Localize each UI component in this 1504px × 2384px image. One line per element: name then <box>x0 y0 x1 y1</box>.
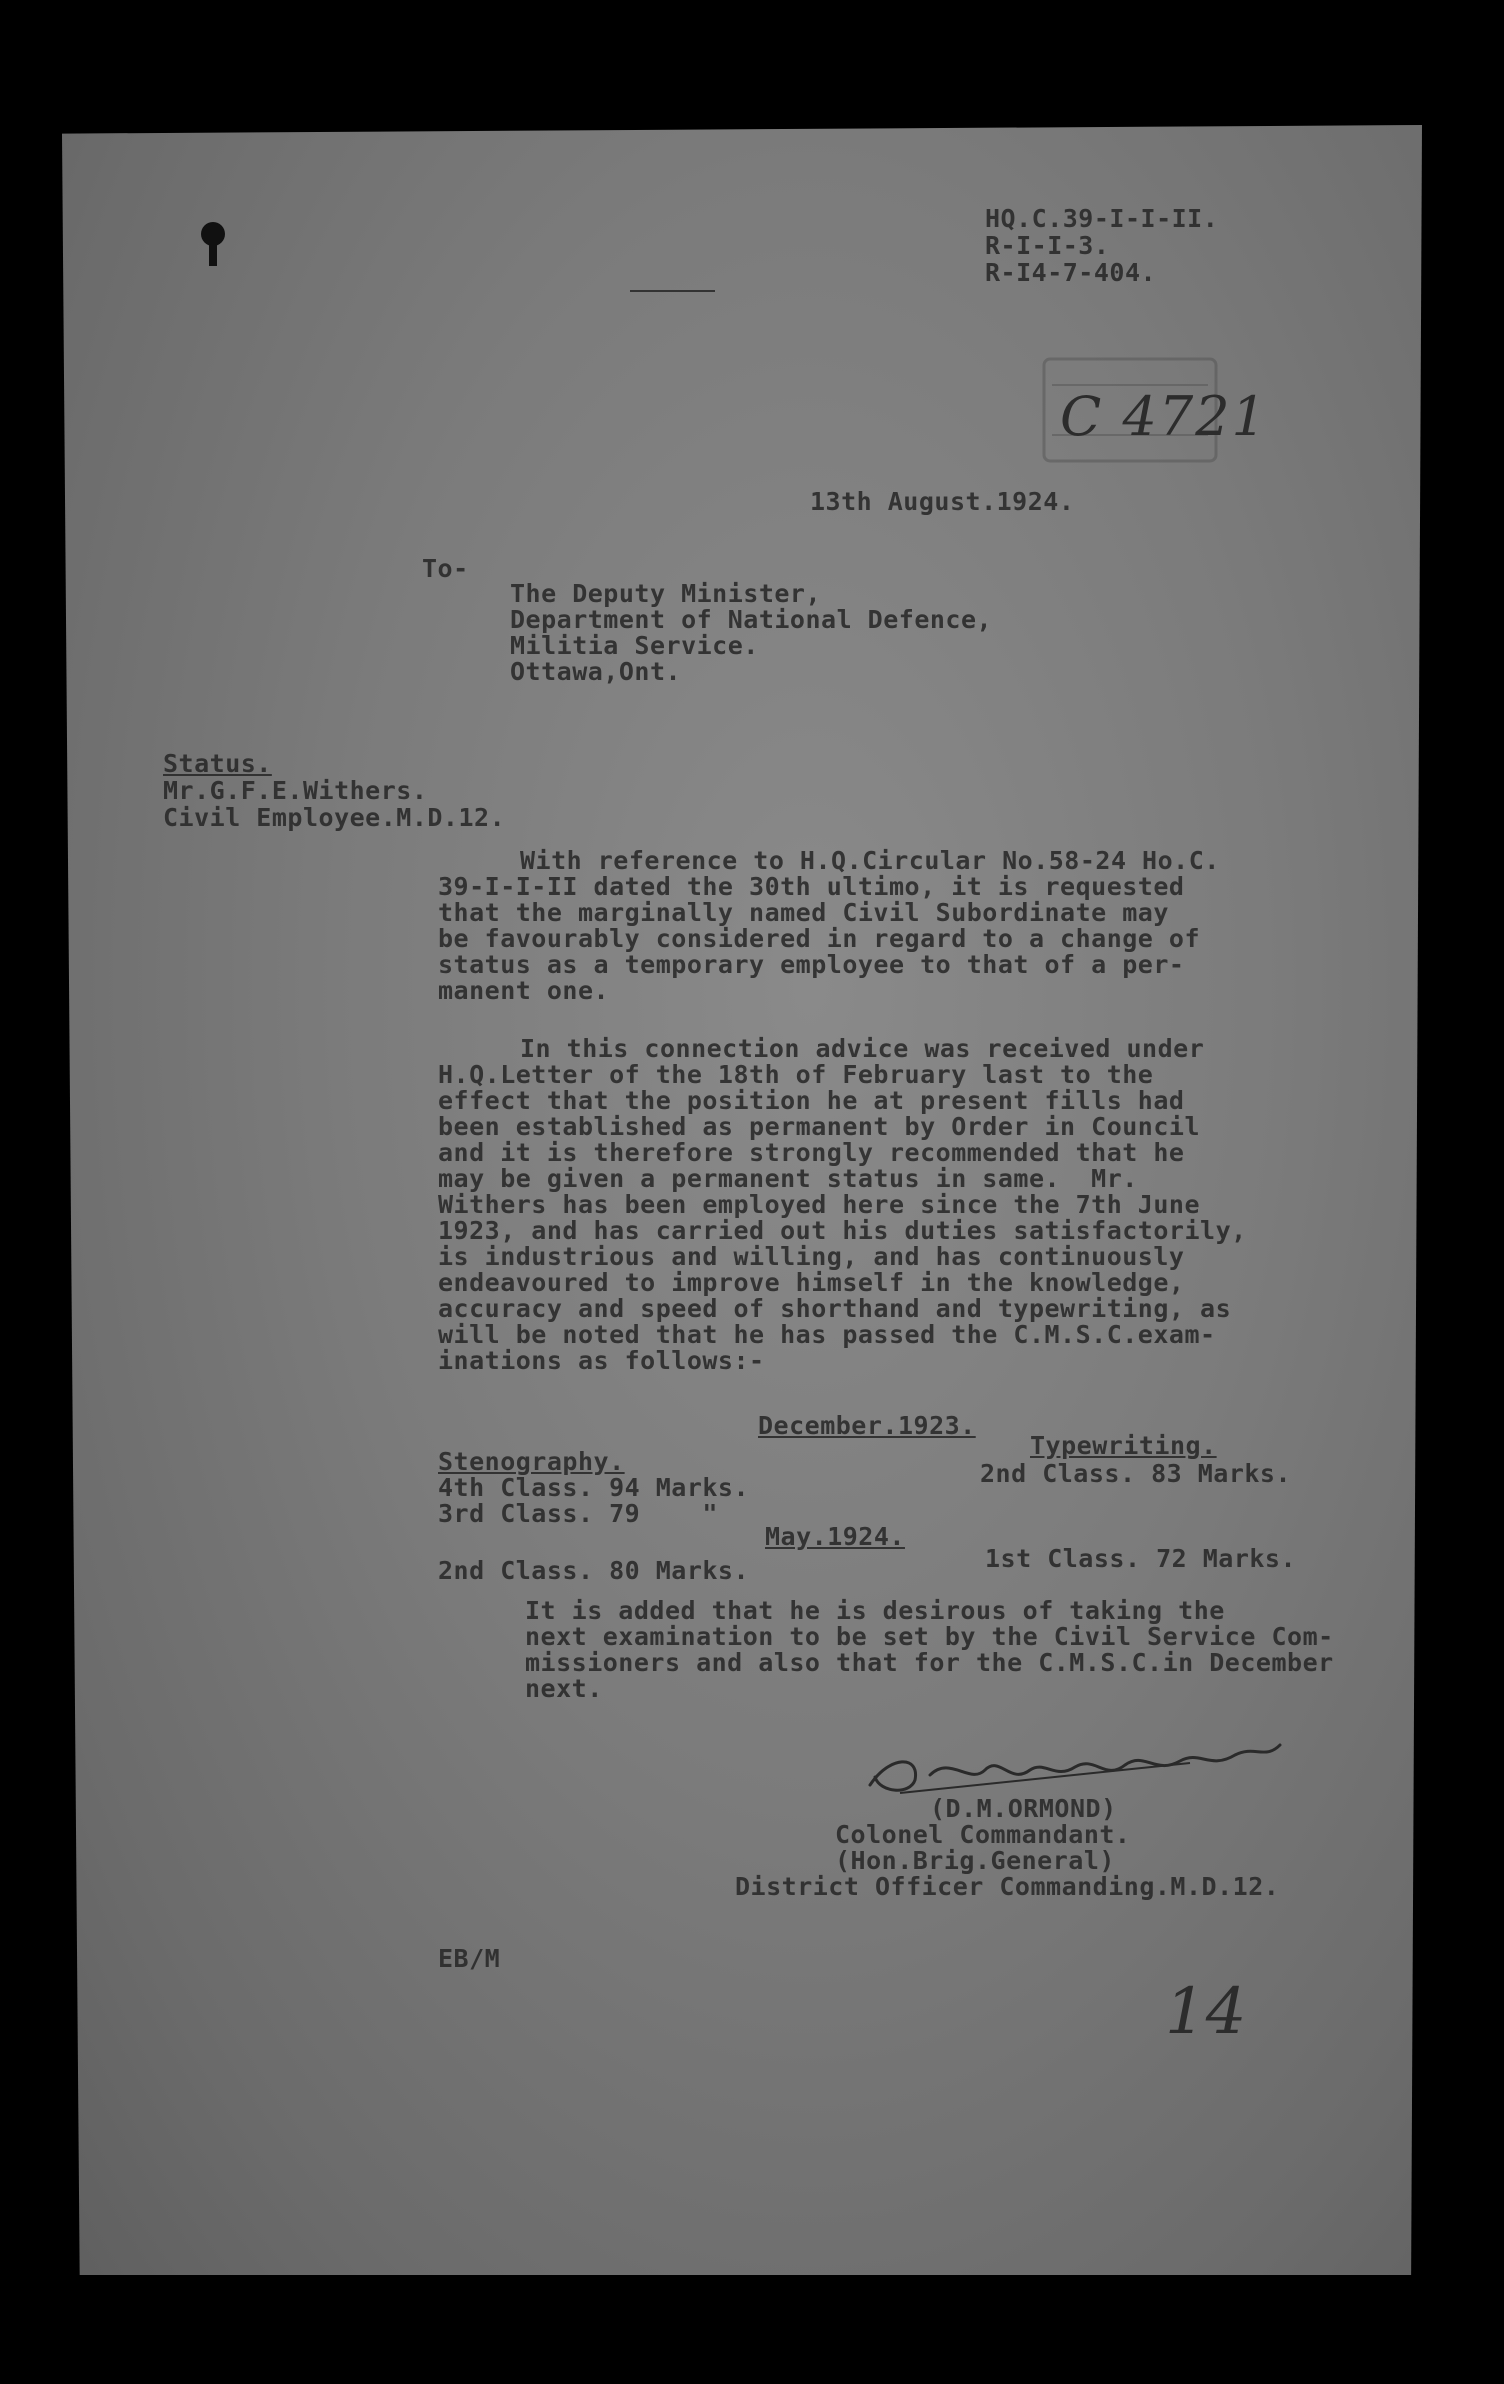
body-line: be favourably considered in regard to a change of <box>438 924 1201 953</box>
exam-result: 2nd Class. 83 Marks. <box>980 1459 1292 1488</box>
exam-heading: December.1923. <box>758 1411 976 1440</box>
exam-result: 1st Class. 72 Marks. <box>985 1544 1297 1573</box>
reference-line: R-I-I-3. <box>985 231 1110 260</box>
body-line: effect that the position he at present fills had <box>438 1086 1185 1115</box>
body-line: next examination to be set by the Civil Service Com- <box>525 1622 1334 1651</box>
signatory-rank: Colonel Commandant. <box>835 1820 1131 1849</box>
exam-result: 2nd Class. 80 Marks. <box>438 1556 750 1585</box>
body-line: It is added that he is desirous of taking the <box>525 1596 1225 1625</box>
body-line: endeavoured to improve himself in the knowledge, <box>438 1268 1185 1297</box>
body-line: accuracy and speed of shorthand and typewriting, as <box>438 1294 1232 1323</box>
address-line: Department of National Defence, <box>510 605 993 634</box>
signatory-name: (D.M.ORMOND) <box>930 1794 1117 1823</box>
exam-column-title: Stenography. <box>438 1447 625 1476</box>
body-line: and it is therefore strongly recommended that he <box>438 1138 1185 1167</box>
signatory-office: District Officer Commanding.M.D.12. <box>735 1872 1280 1901</box>
letter-date: 13th August.1924. <box>810 487 1075 516</box>
address-line: Militia Service. <box>510 631 759 660</box>
body-line: next. <box>525 1674 603 1703</box>
margin-subject: Status. <box>163 749 272 778</box>
exam-heading: May.1924. <box>765 1522 905 1551</box>
body-line: will be noted that he has passed the C.M.S.C.exam- <box>438 1320 1216 1349</box>
body-line: With reference to H.Q.Circular No.58-24 Ho.C. <box>520 846 1220 875</box>
page-number: 14 <box>1165 1975 1247 2049</box>
body-line: inations as follows:- <box>438 1346 765 1375</box>
body-line: may be given a permanent status in same. Mr. <box>438 1164 1138 1193</box>
body-line: H.Q.Letter of the 18th of February last to the <box>438 1060 1154 1089</box>
exam-result: 3rd Class. 79 " <box>438 1499 718 1528</box>
reference-line: HQ.C.39-I-I-II. <box>985 204 1219 233</box>
margin-subject: Mr.G.F.E.Withers. <box>163 776 428 805</box>
address-to-label: To- <box>422 554 469 583</box>
handwritten-signature <box>860 1715 1300 1805</box>
body-line: 1923, and has carried out his duties satisfactorily, <box>438 1216 1247 1245</box>
body-line: that the marginally named Civil Subordinate may <box>438 898 1169 927</box>
typist-initials: EB/M <box>438 1944 501 1973</box>
margin-subject: Civil Employee.M.D.12. <box>163 803 506 832</box>
body-line: Withers has been employed here since the 7th June <box>438 1190 1201 1219</box>
body-line: missioners and also that for the C.M.S.C.in December <box>525 1648 1334 1677</box>
exam-column-title: Typewriting. <box>1030 1431 1217 1460</box>
body-line: is industrious and willing, and has continuously <box>438 1242 1185 1271</box>
reference-line: R-I4-7-404. <box>985 258 1157 287</box>
body-line: In this connection advice was received under <box>520 1034 1205 1063</box>
body-line: manent one. <box>438 976 610 1005</box>
divider-line <box>630 290 715 292</box>
address-line: The Deputy Minister, <box>510 579 822 608</box>
punch-hole-icon <box>197 220 229 268</box>
address-line: Ottawa,Ont. <box>510 657 682 686</box>
exam-result: 4th Class. 94 Marks. <box>438 1473 750 1502</box>
body-line: 39-I-I-II dated the 30th ultimo, it is requested <box>438 872 1185 901</box>
body-line: status as a temporary employee to that of a per- <box>438 950 1185 979</box>
signatory-rank: (Hon.Brig.General) <box>835 1846 1115 1875</box>
body-line: been established as permanent by Order in Council <box>438 1112 1201 1141</box>
handwritten-reference: C 4721 <box>1060 385 1268 448</box>
